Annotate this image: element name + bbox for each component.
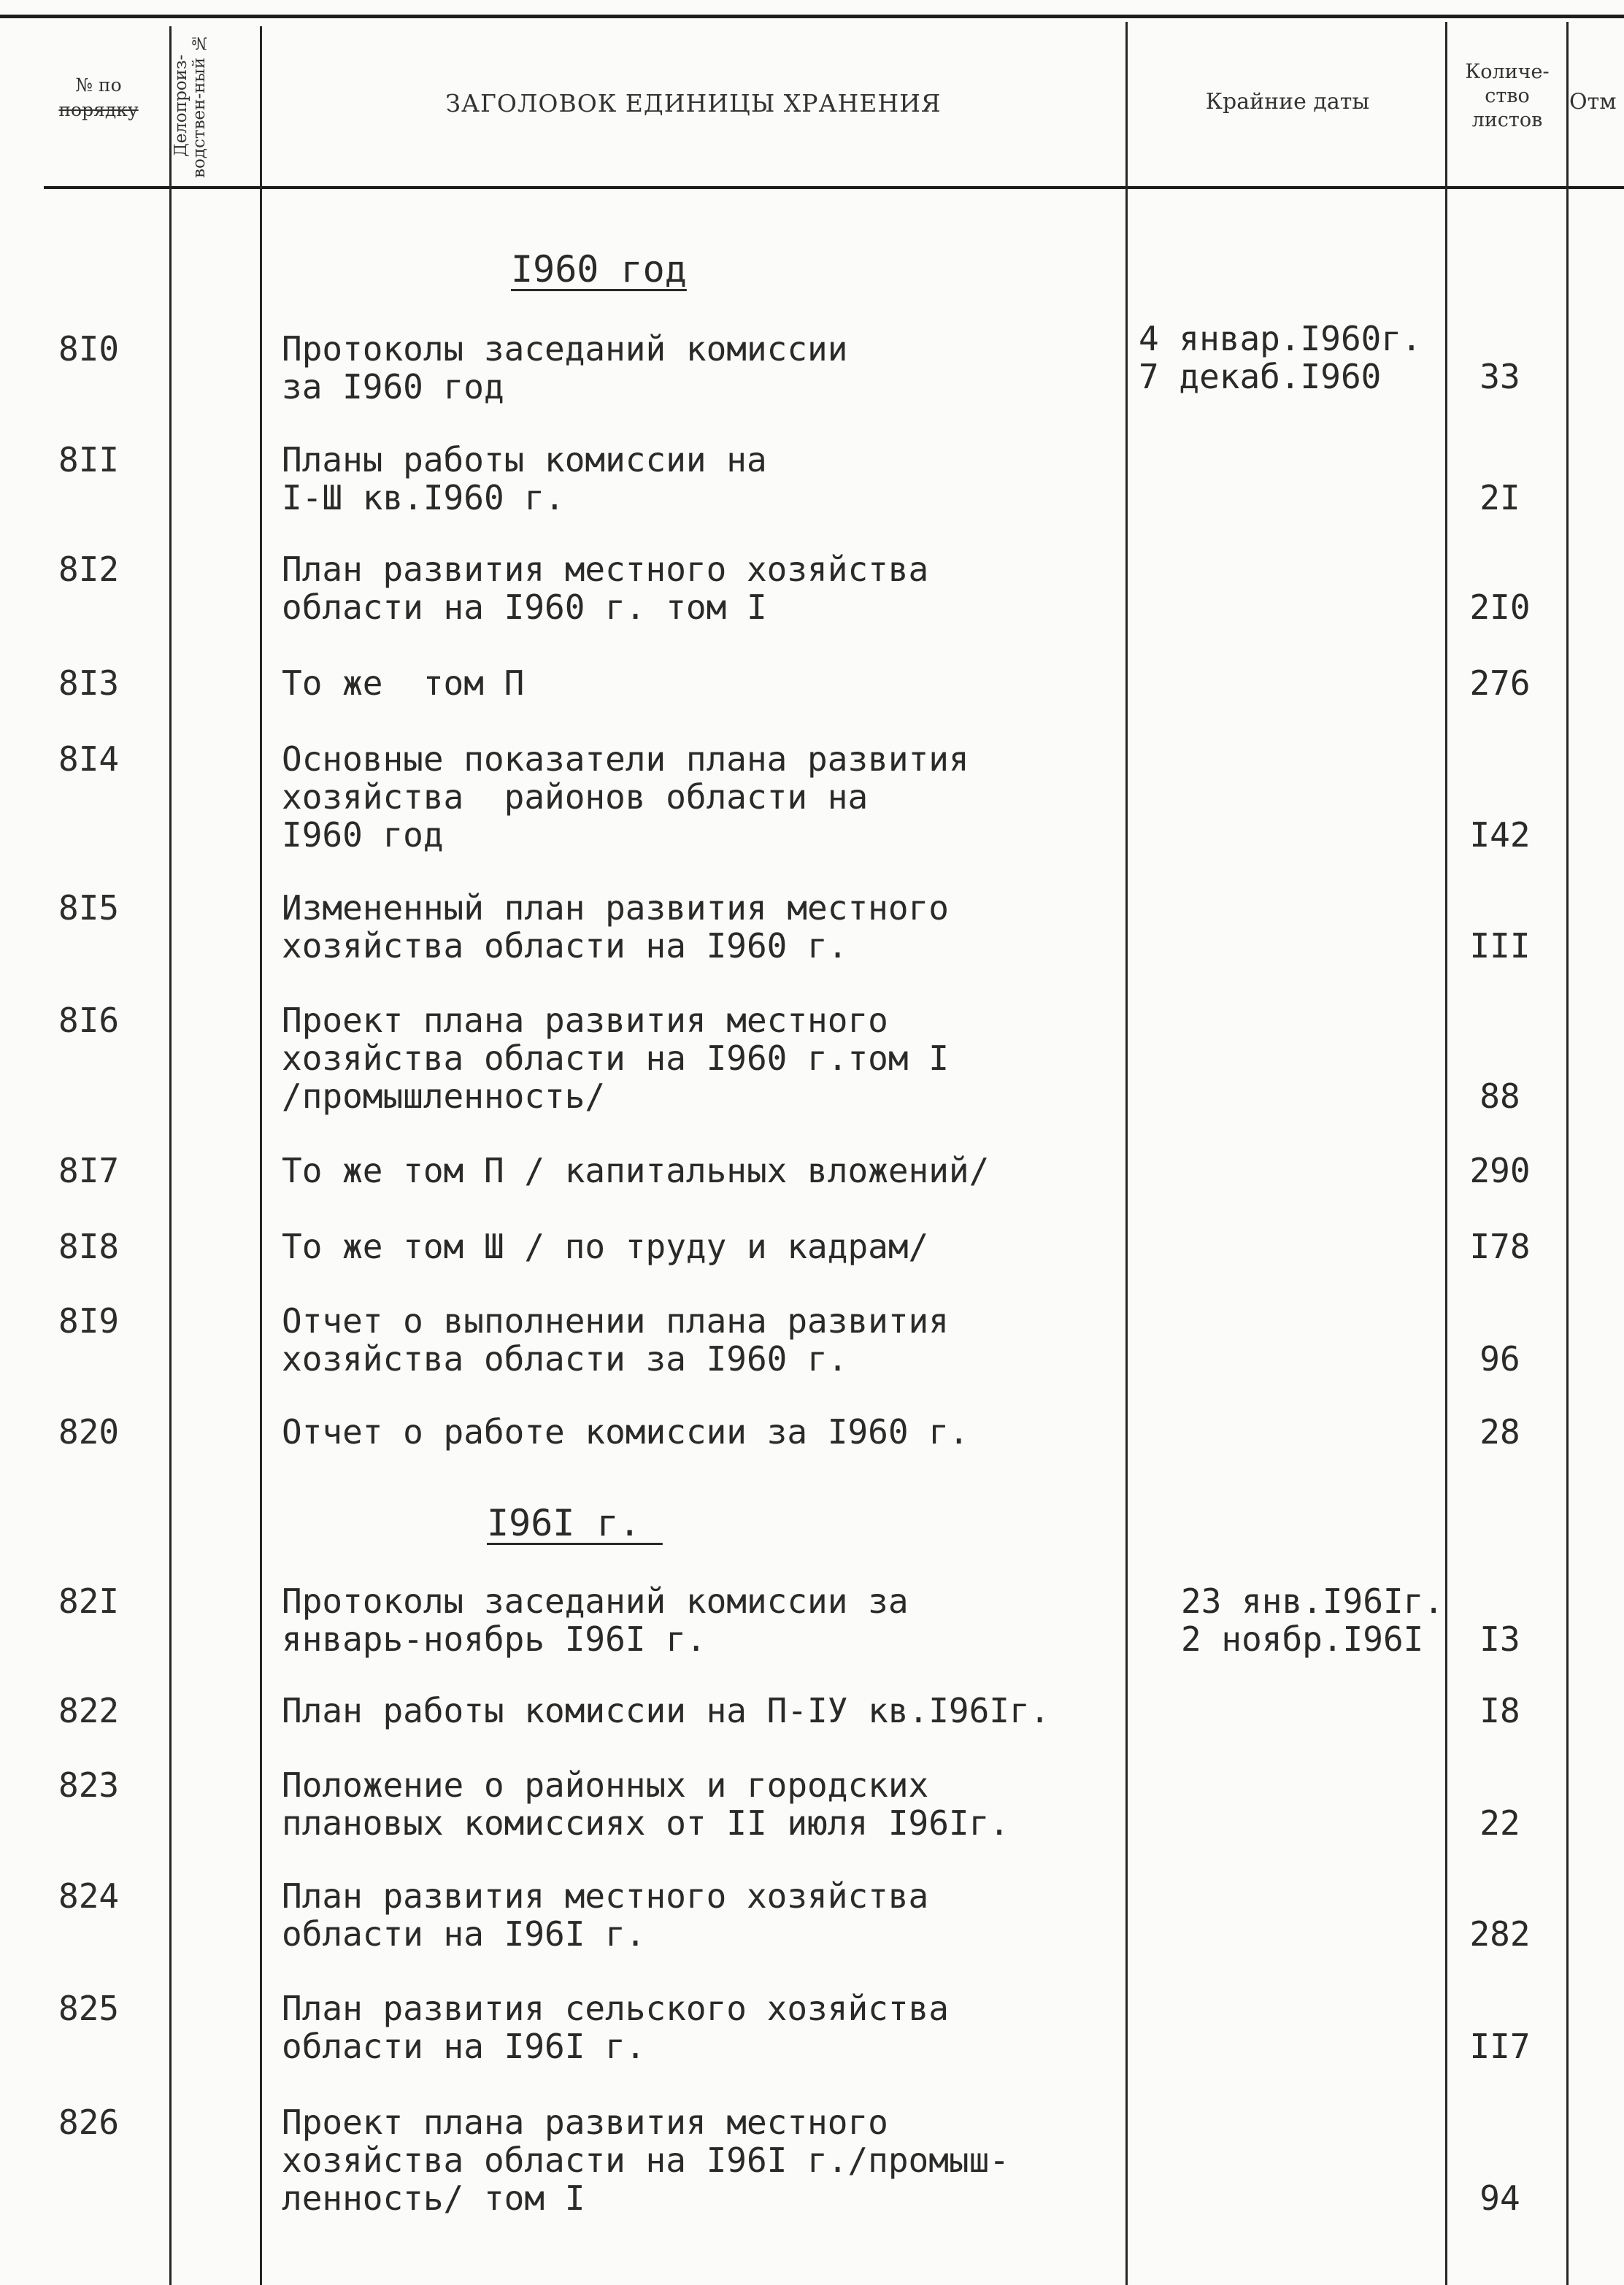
- row-title: Протоколы заседаний комиссии за январь-ноябрь I96I г.: [282, 1581, 909, 1659]
- row-title: Положение о районных и городских плановых комиссиях от II июля I96Iг.: [282, 1765, 1009, 1843]
- header-count-line3: листов: [1471, 109, 1543, 131]
- header-sheet-count: [1449, 60, 1566, 132]
- year-heading-1961: I96I г.: [487, 1502, 663, 1544]
- header-title: ЗАГОЛОВОК ЕДИНИЦЫ ХРАНЕНИЯ: [445, 89, 942, 117]
- row-dates: 4 январ.I960г. 7 декаб.I960: [1139, 319, 1422, 396]
- header-number: [44, 73, 153, 123]
- row-sheet-count: I3: [1479, 1619, 1520, 1659]
- row-sheet-count: 290: [1469, 1151, 1531, 1190]
- row-sheet-count: 282: [1469, 1914, 1531, 1954]
- row-title: Проект плана развития местного хозяйства области на I96I г./промыш- ленность/ том I: [282, 2103, 1009, 2218]
- column-divider-title: [260, 26, 262, 2285]
- row-number: 820: [58, 1412, 120, 1452]
- row-number: 8I3: [58, 663, 120, 703]
- row-sheet-count: 2I0: [1469, 587, 1531, 627]
- row-sheet-count: I42: [1469, 815, 1531, 855]
- top-border: [0, 15, 1624, 18]
- header-count-line2: ство: [1485, 85, 1530, 107]
- row-number: 8I7: [58, 1151, 120, 1190]
- header-bottom-border: [44, 186, 1624, 189]
- row-title: Отчет о работе комиссии за I960 г.: [282, 1412, 969, 1452]
- header-count-line1: Количе-: [1465, 61, 1550, 83]
- header-number-line1: № по: [75, 74, 122, 96]
- column-divider-notes: [1566, 22, 1569, 2285]
- row-sheet-count: II7: [1469, 2027, 1531, 2066]
- header-dates: Крайние даты: [1205, 89, 1370, 115]
- row-number: 8I6: [58, 1001, 120, 1040]
- row-title: План развития сельского хозяйства области на I96I г.: [282, 1989, 949, 2066]
- row-number: 8I0: [58, 329, 120, 369]
- row-number: 825: [58, 1989, 120, 2028]
- row-number: 8I2: [58, 550, 120, 589]
- row-sheet-count: 28: [1479, 1412, 1520, 1452]
- header-notes: Отм: [1569, 89, 1617, 115]
- row-sheet-count: 2I: [1479, 478, 1520, 517]
- row-title: План развития местного хозяйства области на I96I г.: [282, 1876, 929, 1954]
- row-title: Измененный план развития местного хозяйства области на I960 г.: [282, 888, 949, 966]
- row-number: 824: [58, 1876, 120, 1916]
- row-title: Протоколы заседаний комиссии за I960 год: [282, 329, 848, 406]
- row-title: Отчет о выполнении плана развития хозяйства области за I960 г.: [282, 1301, 949, 1379]
- header-number-line2: порядку: [58, 99, 139, 120]
- row-number: 8I9: [58, 1301, 120, 1341]
- row-sheet-count: 96: [1479, 1339, 1520, 1379]
- row-title: Проект плана развития местного хозяйства области на I960 г.том I /промышленность/: [282, 1001, 949, 1116]
- column-divider-office: [169, 26, 172, 2285]
- row-title: Основные показатели плана развития хозяйства районов области на I960 год: [282, 739, 969, 855]
- row-number: 8I5: [58, 888, 120, 928]
- row-title: То же том П: [282, 663, 525, 703]
- row-sheet-count: 22: [1479, 1803, 1520, 1843]
- row-number: 826: [58, 2103, 120, 2142]
- row-sheet-count: 88: [1479, 1076, 1520, 1116]
- row-title: То же том П / капитальных вложений/: [282, 1151, 990, 1190]
- row-number: 8II: [58, 440, 120, 479]
- header-office-number: Делопроиз-водствен-ный №: [172, 33, 209, 178]
- row-sheet-count: I78: [1469, 1227, 1531, 1266]
- year-heading-1960: I960 год: [511, 248, 687, 290]
- row-dates: 23 янв.I96Iг. 2 ноябр.I96I: [1181, 1581, 1444, 1659]
- row-title: План работы комиссии на П-IУ кв.I96Iг.: [282, 1691, 1050, 1730]
- row-sheet-count: 33: [1479, 357, 1520, 396]
- row-title: План развития местного хозяйства области на I960 г. том I: [282, 550, 929, 627]
- row-sheet-count: 94: [1479, 2178, 1520, 2218]
- row-number: 823: [58, 1765, 120, 1805]
- row-number: 82I: [58, 1581, 120, 1621]
- row-title: Планы работы комиссии на I-Ш кв.I960 г.: [282, 440, 767, 517]
- row-title: То же том Ш / по труду и кадрам/: [282, 1227, 929, 1266]
- row-number: 8I8: [58, 1227, 120, 1266]
- row-number: 8I4: [58, 739, 120, 779]
- row-sheet-count: 276: [1469, 663, 1531, 703]
- row-number: 822: [58, 1691, 120, 1730]
- row-sheet-count: III: [1469, 926, 1531, 966]
- row-sheet-count: I8: [1479, 1691, 1520, 1730]
